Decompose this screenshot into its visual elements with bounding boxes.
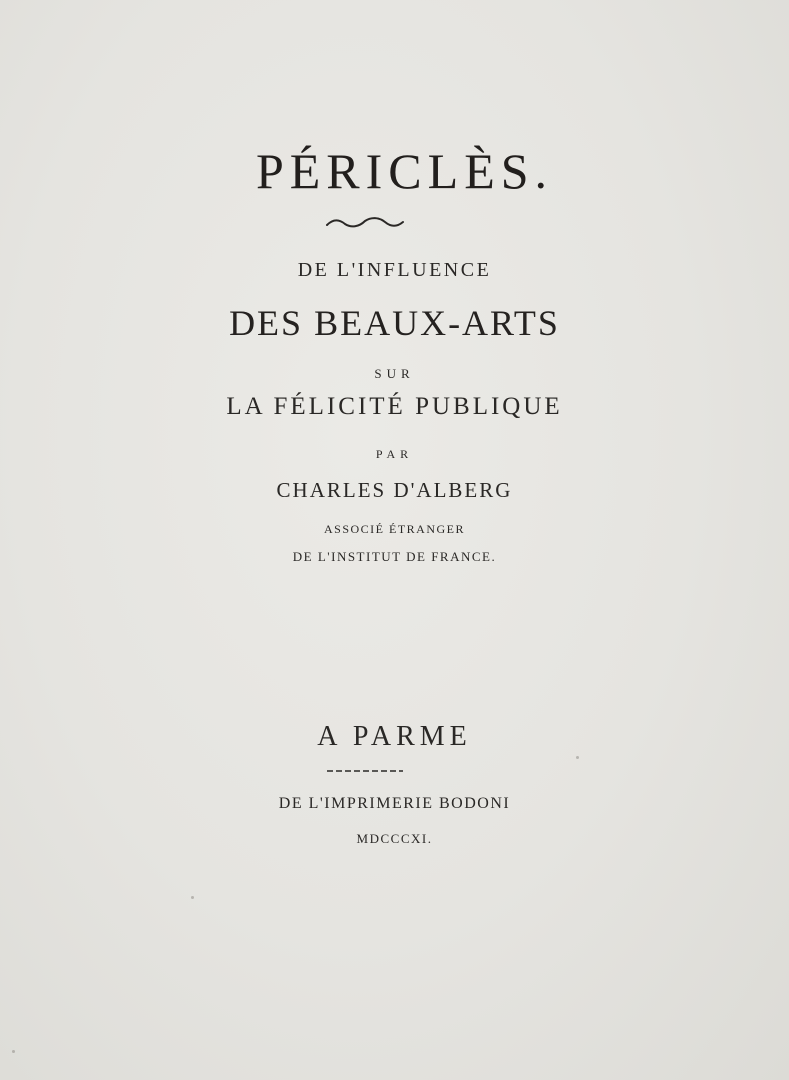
author-name: CHARLES D'ALBERG <box>276 478 513 502</box>
author-role-line-1: ASSOCIÉ ÉTRANGER <box>323 522 465 536</box>
subtitle-line-3: LA FÉLICITÉ PUBLIQUE <box>226 393 563 420</box>
wave-ornament-rule <box>325 216 405 230</box>
paper-speck <box>191 896 194 899</box>
imprint-year: MDCCCXI. <box>356 831 433 846</box>
subtitle-line-2: DES BEAUX-ARTS <box>229 303 560 343</box>
byline-prefix: PAR <box>375 447 414 461</box>
subtitle-line-1: DE L'INFLUENCE <box>297 259 492 281</box>
subtitle-connector: SUR <box>374 366 415 381</box>
author-role-line-2: DE L'INSTITUT DE FRANCE. <box>292 549 497 564</box>
imprint-printer: DE L'IMPRIMERIE BODONI <box>278 795 511 812</box>
page-title: PÉRICLÈS. <box>255 143 554 199</box>
dashed-ornament-rule <box>326 768 404 774</box>
paper-speck <box>12 1050 15 1053</box>
paper-speck <box>576 756 579 759</box>
imprint-place: A PARME <box>317 721 472 752</box>
